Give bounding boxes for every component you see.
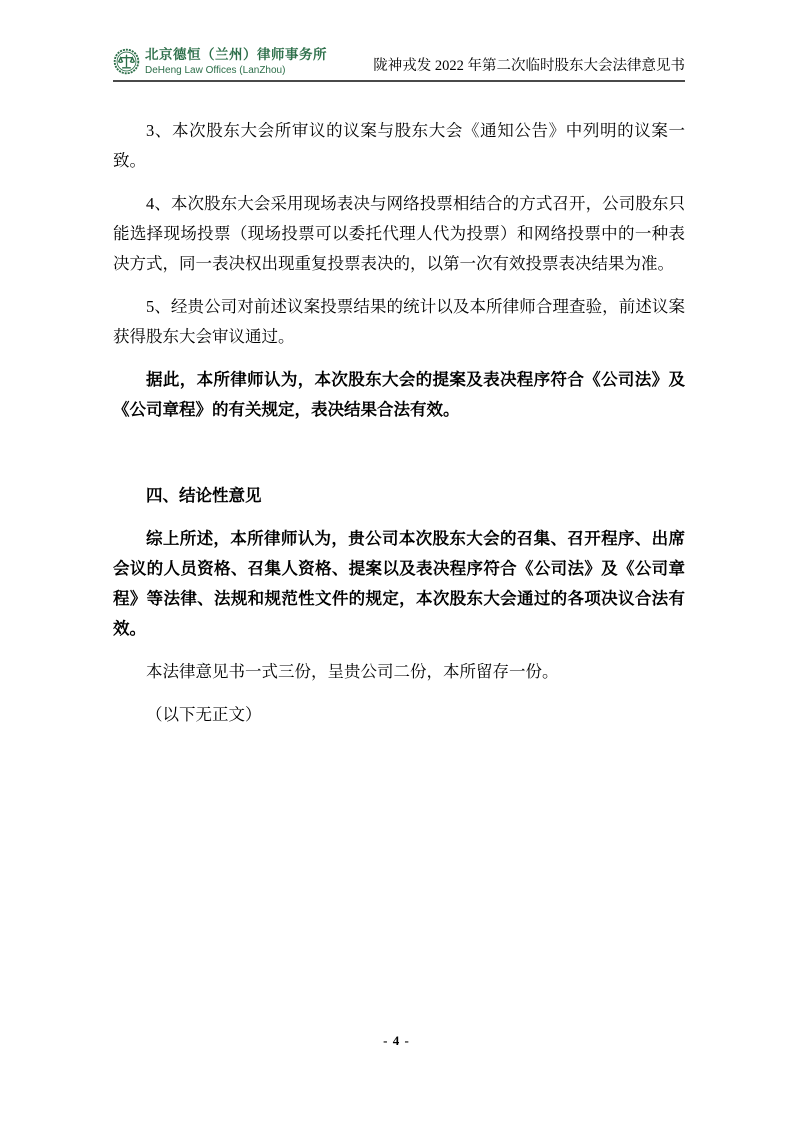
firm-name-english: DeHeng Law Offices (LanZhou) — [145, 64, 286, 76]
section-heading-conclusive-opinion: 四、结论性意见 — [146, 486, 262, 505]
firm-name-chinese: 北京德恒（兰州）律师事务所 — [145, 47, 327, 62]
deheng-scales-emblem-icon — [113, 48, 140, 75]
law-firm-logo-block — [113, 48, 327, 76]
document-header-title: 陇神戎发 2022 年第二次临时股东大会法律意见书 — [373, 57, 685, 74]
page-header — [113, 48, 685, 82]
paragraph-voting-conclusion: 据此，本所律师认为，本次股东大会的提案及表决程序符合《公司法》及《公司章程》的有关规定，表决结果合法有效。 — [113, 370, 685, 419]
paragraph-item-5: 5、经贵公司对前述议案投票结果的统计以及本所律师合理查验，前述议案获得股东大会审议通过。 — [113, 297, 685, 346]
paragraph-item-3: 3、本次股东大会所审议的议案与股东大会《通知公告》中列明的议案一致。 — [113, 121, 685, 170]
paragraph-final-conclusion: 综上所述，本所律师认为，贵公司本次股东大会的召集、召开程序、出席会议的人员资格、召集人资格、提案以及表决程序符合《公司法》及《公司章程》等法律、法规和规范性文件的规定，本次股东大会通过的各项决议合法有效。 — [113, 529, 685, 638]
paragraph-copies-note: 本法律意见书一式三份，呈贵公司二份，本所留存一份。 — [146, 662, 559, 681]
law-firm-names — [145, 48, 327, 76]
paragraph-end-note: （以下无正文） — [146, 705, 262, 724]
document-body — [113, 86, 685, 743]
page-number: - 4 - — [383, 1033, 410, 1048]
paragraph-item-4: 4、本次股东大会采用现场表决与网络投票相结合的方式召开，公司股东只能选择现场投票（现场投票可以委托代理人代为投票）和网络投票中的一种表决方式，同一表决权出现重复投票表决的，以第一次有效投票表决结果为准。 — [113, 194, 685, 273]
